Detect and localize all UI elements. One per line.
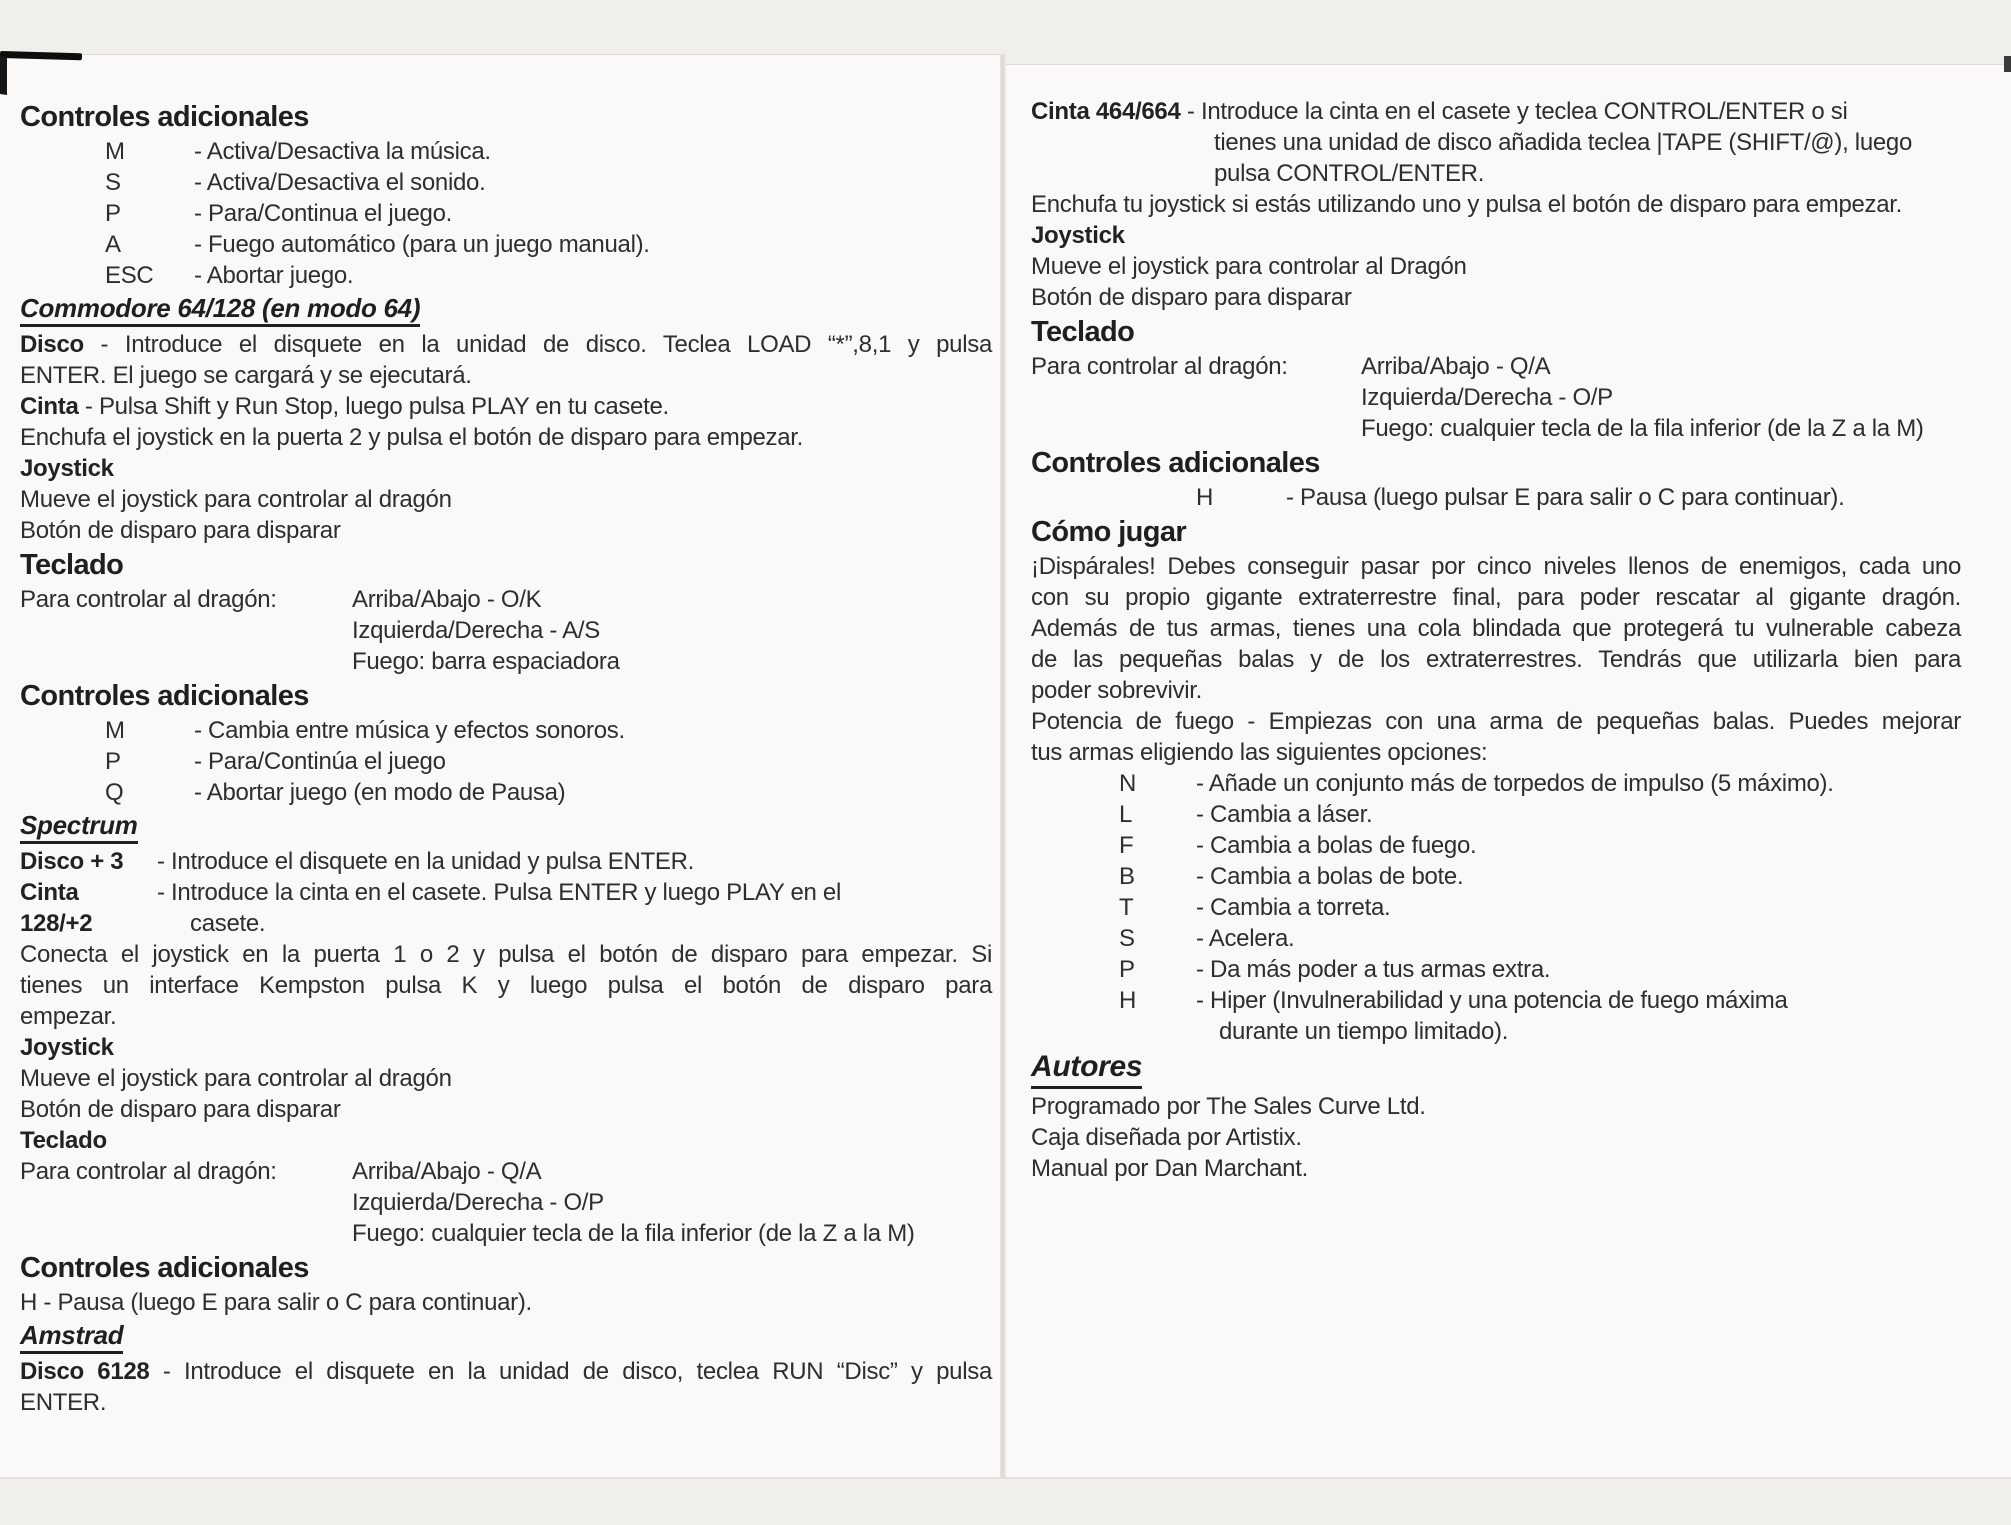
weapon-row — [1031, 985, 1961, 1016]
subheading-joystick: Joystick — [1031, 222, 1125, 249]
paragraph-line: empezar. — [20, 1003, 117, 1030]
paragraph-line: Cinta - Pulsa Shift y Run Stop, luego pulsa PLAY en tu casete. — [20, 393, 669, 420]
paragraph-line: Potencia de fuego - Empiezas con una arma de pequeñas balas. Puedes mejorar — [1031, 708, 1961, 735]
key-desc: - Activa/Desactiva la música. — [194, 138, 491, 165]
key-label: M — [105, 138, 125, 165]
key-row — [20, 777, 992, 808]
keyboard-value: Izquierda/Derecha - O/P — [1361, 384, 1613, 411]
key-desc: - Para/Continua el juego. — [194, 200, 453, 227]
weapon-row — [1031, 892, 1961, 923]
credit-line: Manual por Dan Marchant. — [1031, 1155, 1308, 1182]
subheading-joystick: Joystick — [20, 1034, 114, 1061]
scan-edge-tick — [2004, 56, 2011, 72]
key-row — [20, 229, 992, 260]
paragraph-line: tienes una unidad de disco añadida teclea |TAPE (SHIFT/@), luego — [1214, 129, 1913, 156]
paragraph-line: poder sobrevivir. — [1031, 677, 1202, 704]
platform-heading-amstrad: Amstrad — [20, 1320, 992, 1354]
keyboard-value: Arriba/Abajo - Q/A — [352, 1158, 542, 1185]
inline-bold-label: Cinta 464/664 — [1031, 98, 1181, 125]
keyboard-label: Para controlar al dragón: — [1031, 353, 1288, 380]
key-row — [20, 715, 992, 746]
paragraph-line: Disco 6128 - Introduce el disquete en la unidad de disco, teclea RUN “Disc” y pulsa — [20, 1358, 992, 1385]
key-desc: - Da más poder a tus armas extra. — [1196, 956, 1551, 983]
key-row — [20, 260, 992, 291]
keyboard-label: Para controlar al dragón: — [20, 1158, 277, 1185]
section-heading: Controles adicionales — [20, 101, 309, 133]
key-desc: - Cambia a torreta. — [1196, 894, 1391, 921]
key-desc: - Añade un conjunto más de torpedos de impulso (5 máximo). — [1196, 770, 1834, 797]
keyboard-value: Fuego: cualquier tecla de la fila inferior (de la Z a la M) — [352, 1220, 915, 1247]
weapon-row — [1031, 830, 1961, 861]
inline-bold-label: Disco + 3 — [20, 848, 124, 875]
key-label: H — [1196, 484, 1214, 511]
media-row — [20, 846, 992, 877]
key-label: Q — [105, 779, 124, 806]
key-desc: - Cambia a láser. — [1196, 801, 1373, 828]
key-label: N — [1119, 770, 1137, 797]
key-desc: - Hiper (Invulnerabilidad y una potencia de fuego máxima — [1196, 987, 1788, 1014]
paragraph-line: Cinta 464/664 - Introduce la cinta en el casete y teclea CONTROL/ENTER o si — [1031, 98, 1848, 125]
weapon-row — [1031, 923, 1961, 954]
section-heading: Controles adicionales — [20, 680, 309, 712]
paragraph-line: Mueve el joystick para controlar al Dragón — [1031, 253, 1467, 280]
key-desc: - Cambia entre música y efectos sonoros. — [194, 717, 625, 744]
keyboard-value: Izquierda/Derecha - O/P — [352, 1189, 604, 1216]
left-page-column — [20, 98, 992, 1418]
key-label: H — [1119, 987, 1137, 1014]
media-row — [20, 877, 992, 939]
weapon-row — [1031, 861, 1961, 892]
key-label: M — [105, 717, 125, 744]
media-desc: - Introduce el disquete en la unidad y pulsa ENTER. — [157, 848, 695, 875]
key-label: A — [105, 231, 121, 258]
key-row — [20, 746, 992, 777]
section-heading: Controles adicionales — [1031, 447, 1320, 479]
key-desc: - Abortar juego. — [194, 262, 354, 289]
key-label: T — [1119, 894, 1134, 921]
paragraph-line: H - Pausa (luego E para salir o C para continuar). — [20, 1289, 532, 1316]
keyboard-value: Arriba/Abajo - O/K — [352, 586, 542, 613]
key-label: ESC — [105, 262, 154, 289]
paragraph-line: Mueve el joystick para controlar al dragón — [20, 1065, 452, 1092]
subheading-teclado: Teclado — [20, 1127, 107, 1154]
right-page-column — [1031, 96, 1961, 1184]
keyboard-values — [1361, 351, 1924, 444]
key-label: S — [105, 169, 121, 196]
paragraph-line: pulsa CONTROL/ENTER. — [1214, 160, 1485, 187]
keyboard-controls — [20, 584, 992, 677]
credit-line: Programado por The Sales Curve Ltd. — [1031, 1093, 1426, 1120]
key-desc: - Pausa (luego pulsar E para salir o C para continuar). — [1286, 484, 1845, 511]
key-label: P — [1119, 956, 1135, 983]
page-bottom-edge — [0, 1477, 2011, 1479]
key-desc: - Cambia a bolas de fuego. — [1196, 832, 1477, 859]
key-desc: - Abortar juego (en modo de Pausa) — [194, 779, 566, 806]
weapon-row — [1031, 799, 1961, 830]
inline-bold-label: Disco — [20, 331, 84, 358]
keyboard-value: Fuego: barra espaciadora — [352, 648, 620, 675]
keyboard-values — [352, 1156, 915, 1249]
key-desc: - Fuego automático (para un juego manual). — [194, 231, 650, 258]
paragraph-line: Enchufa el joystick en la puerta 2 y pulsa el botón de disparo para empezar. — [20, 424, 804, 451]
key-row — [20, 167, 992, 198]
keyboard-controls — [1031, 351, 1961, 444]
paragraph-line: tus armas eligiendo las siguientes opciones: — [1031, 739, 1488, 766]
paragraph-line: Además de tus armas, tienes una cola blindada que protegerá tu vulnerable cabeza — [1031, 615, 1961, 642]
page-gutter — [1000, 54, 1006, 1478]
paragraph-line: de las pequeñas balas y de los extraterrestres. Tendrás que utilizarla bien para — [1031, 646, 1961, 673]
paragraph-line: tienes un interface Kempston pulsa K y luego pulsa el botón de disparo para — [20, 972, 992, 999]
key-label: L — [1119, 801, 1133, 828]
weapon-row — [1031, 954, 1961, 985]
paragraph-line: Botón de disparo para disparar — [1031, 284, 1352, 311]
key-desc: - Acelera. — [1196, 925, 1295, 952]
media-desc: - Introduce la cinta en el casete. Pulsa ENTER y luego PLAY en el casete. — [157, 879, 842, 937]
scan-edge-mark-vertical — [0, 56, 7, 95]
paragraph-line: Enchufa tu joystick si estás utilizando uno y pulsa el botón de disparo para empezar. — [1031, 191, 1903, 218]
key-label: P — [105, 200, 121, 227]
section-heading-autores: Autores — [1031, 1049, 1961, 1089]
paragraph-line: Conecta el joystick en la puerta 1 o 2 y pulsa el botón de disparo para empezar. Si — [20, 941, 992, 968]
inline-bold-label: Disco 6128 — [20, 1358, 150, 1385]
weapon-row-wrap: durante un tiempo limitado). — [1219, 1018, 1509, 1045]
section-heading-teclado: Teclado — [20, 549, 124, 581]
keyboard-value: Izquierda/Derecha - A/S — [352, 617, 600, 644]
inline-bold-label: Cinta — [20, 393, 79, 420]
paragraph-line: ¡Dispárales! Debes conseguir pasar por cinco niveles llenos de enemigos, cada uno — [1031, 553, 1961, 580]
paragraph-line: Disco - Introduce el disquete en la unidad de disco. Teclea LOAD “*”,8,1 y pulsa — [20, 331, 992, 358]
inline-bold-label: Cinta 128/+2 — [20, 879, 93, 937]
paragraph-line: ENTER. — [20, 1389, 107, 1416]
key-label: P — [105, 748, 121, 775]
subheading-joystick: Joystick — [20, 455, 114, 482]
key-desc: - Para/Continúa el juego — [194, 748, 446, 775]
paragraph-line: Botón de disparo para disparar — [20, 1096, 341, 1123]
credit-line: Caja diseñada por Artistix. — [1031, 1124, 1302, 1151]
key-desc: - Cambia a bolas de bote. — [1196, 863, 1464, 890]
weapon-row — [1031, 768, 1961, 799]
key-label: F — [1119, 832, 1134, 859]
section-heading: Controles adicionales — [20, 1252, 309, 1284]
key-label: B — [1119, 863, 1135, 890]
key-label: S — [1119, 925, 1135, 952]
key-row — [20, 198, 992, 229]
platform-heading-spectrum: Spectrum — [20, 810, 992, 844]
paragraph-line: ENTER. El juego se cargará y se ejecutará. — [20, 362, 472, 389]
key-desc: - Activa/Desactiva el sonido. — [194, 169, 486, 196]
key-row — [1031, 482, 1961, 513]
key-row — [20, 136, 992, 167]
section-heading-como-jugar: Cómo jugar — [1031, 516, 1187, 548]
keyboard-label: Para controlar al dragón: — [20, 586, 277, 613]
paragraph-line: Mueve el joystick para controlar al dragón — [20, 486, 452, 513]
keyboard-controls — [20, 1156, 992, 1249]
paragraph-line: con su propio gigante extraterrestre final, para poder rescatar al gigante dragón. — [1031, 584, 1961, 611]
section-heading-teclado: Teclado — [1031, 316, 1135, 348]
keyboard-value: Fuego: cualquier tecla de la fila inferior (de la Z a la M) — [1361, 415, 1924, 442]
keyboard-value: Arriba/Abajo - Q/A — [1361, 353, 1551, 380]
paragraph-line: Botón de disparo para disparar — [20, 517, 341, 544]
platform-heading-commodore: Commodore 64/128 (en modo 64) — [20, 293, 992, 327]
keyboard-values — [352, 584, 620, 677]
